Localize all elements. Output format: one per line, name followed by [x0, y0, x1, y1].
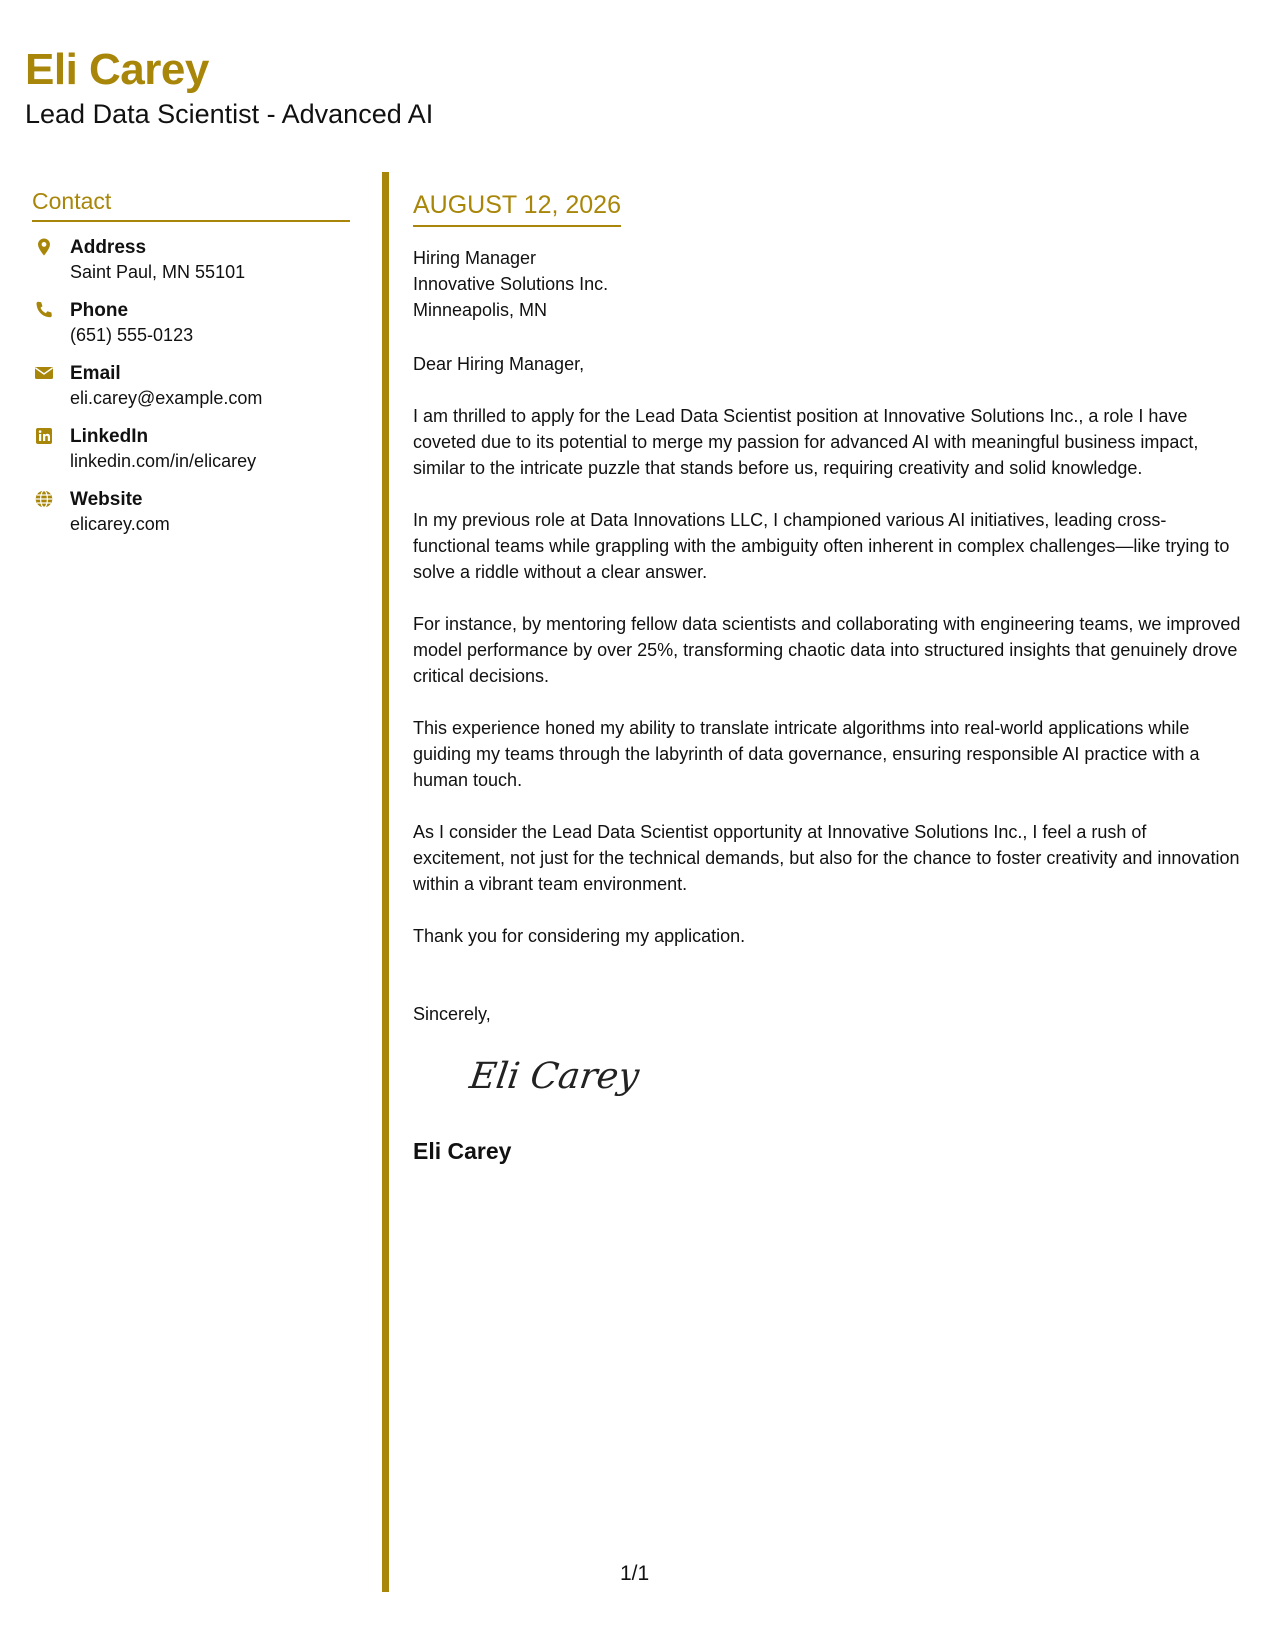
header-title: Lead Data Scientist - Advanced AI: [25, 99, 434, 129]
signed-name: Eli Carey: [413, 1138, 512, 1165]
column-divider: [382, 172, 389, 1592]
contact-item-phone: [32, 299, 350, 362]
letter-date: AUGUST 12, 2026: [413, 190, 621, 227]
contact-value[interactable]: eli.carey@example.com: [70, 387, 263, 408]
contact-value[interactable]: elicarey.com: [70, 513, 170, 534]
contact-item-address: [32, 236, 350, 299]
paragraph: I am thrilled to apply for the Lead Data Scientist position at Innovative Solutions Inc., a role I have coveted due to its potential to merge my passion for advanced AI with meaningful business impact, similar to the intricate puzzle that stands before us, requiring creativity and solid knowledge.: [413, 406, 1199, 478]
paragraph: This experience honed my ability to translate intricate algorithms into real-world applications while guiding my teams through the labyrinth of data governance, ensuring responsible AI practice with a human touch.: [413, 718, 1200, 790]
contact-list: [32, 236, 350, 551]
contact-value: Saint Paul, MN 55101: [70, 261, 246, 282]
contact-item-linkedin: [32, 425, 350, 488]
contact-label: LinkedIn: [70, 425, 149, 447]
signature: Eli Carey: [467, 1056, 642, 1097]
letter-body: [413, 190, 1243, 1166]
contact-label: Phone: [70, 299, 129, 321]
contact-value[interactable]: linkedin.com/in/elicarey: [70, 450, 257, 471]
globe-icon: [34, 489, 54, 509]
paragraph: Thank you for considering my application.: [413, 926, 746, 946]
contact-label: Email: [70, 362, 121, 384]
linkedin-icon: [34, 426, 54, 446]
contact-label: Website: [70, 488, 143, 510]
recipient-line: Hiring Manager: [413, 248, 537, 268]
envelope-icon: [34, 363, 54, 383]
contact-item-email: [32, 362, 350, 425]
recipient-line: Minneapolis, MN: [413, 300, 548, 320]
header-name: Eli Carey: [25, 45, 209, 94]
page-number: 1/1: [620, 1562, 650, 1585]
paragraph: For instance, by mentoring fellow data scientists and collaborating with engineering teams, we improved model performance by over 25%, transforming chaotic data into structured insights that genuinely drove critical decisions.: [413, 614, 1241, 686]
recipient-block: [413, 245, 1243, 323]
phone-icon: [34, 300, 54, 320]
sidebar: [32, 188, 350, 551]
sidebar-heading: Contact: [32, 188, 350, 222]
map-pin-icon: [34, 237, 54, 257]
salutation: Dear Hiring Manager,: [413, 354, 585, 374]
contact-label: Address: [70, 236, 147, 258]
recipient-line: Innovative Solutions Inc.: [413, 274, 609, 294]
paragraph: As I consider the Lead Data Scientist opportunity at Innovative Solutions Inc., I feel a rush of excitement, not just for the technical demands, but also for the chance to foster creativity and innovation within a vibrant team environment.: [413, 822, 1240, 894]
closing: Sincerely,: [413, 1004, 491, 1024]
contact-item-website: [32, 488, 350, 551]
paragraph: In my previous role at Data Innovations LLC, I championed various AI initiatives, leading cross-functional teams while grappling with the ambiguity often inherent in complex challenges—like trying to solve a riddle without a clear answer.: [413, 510, 1230, 582]
contact-value: (651) 555-0123: [70, 324, 194, 345]
